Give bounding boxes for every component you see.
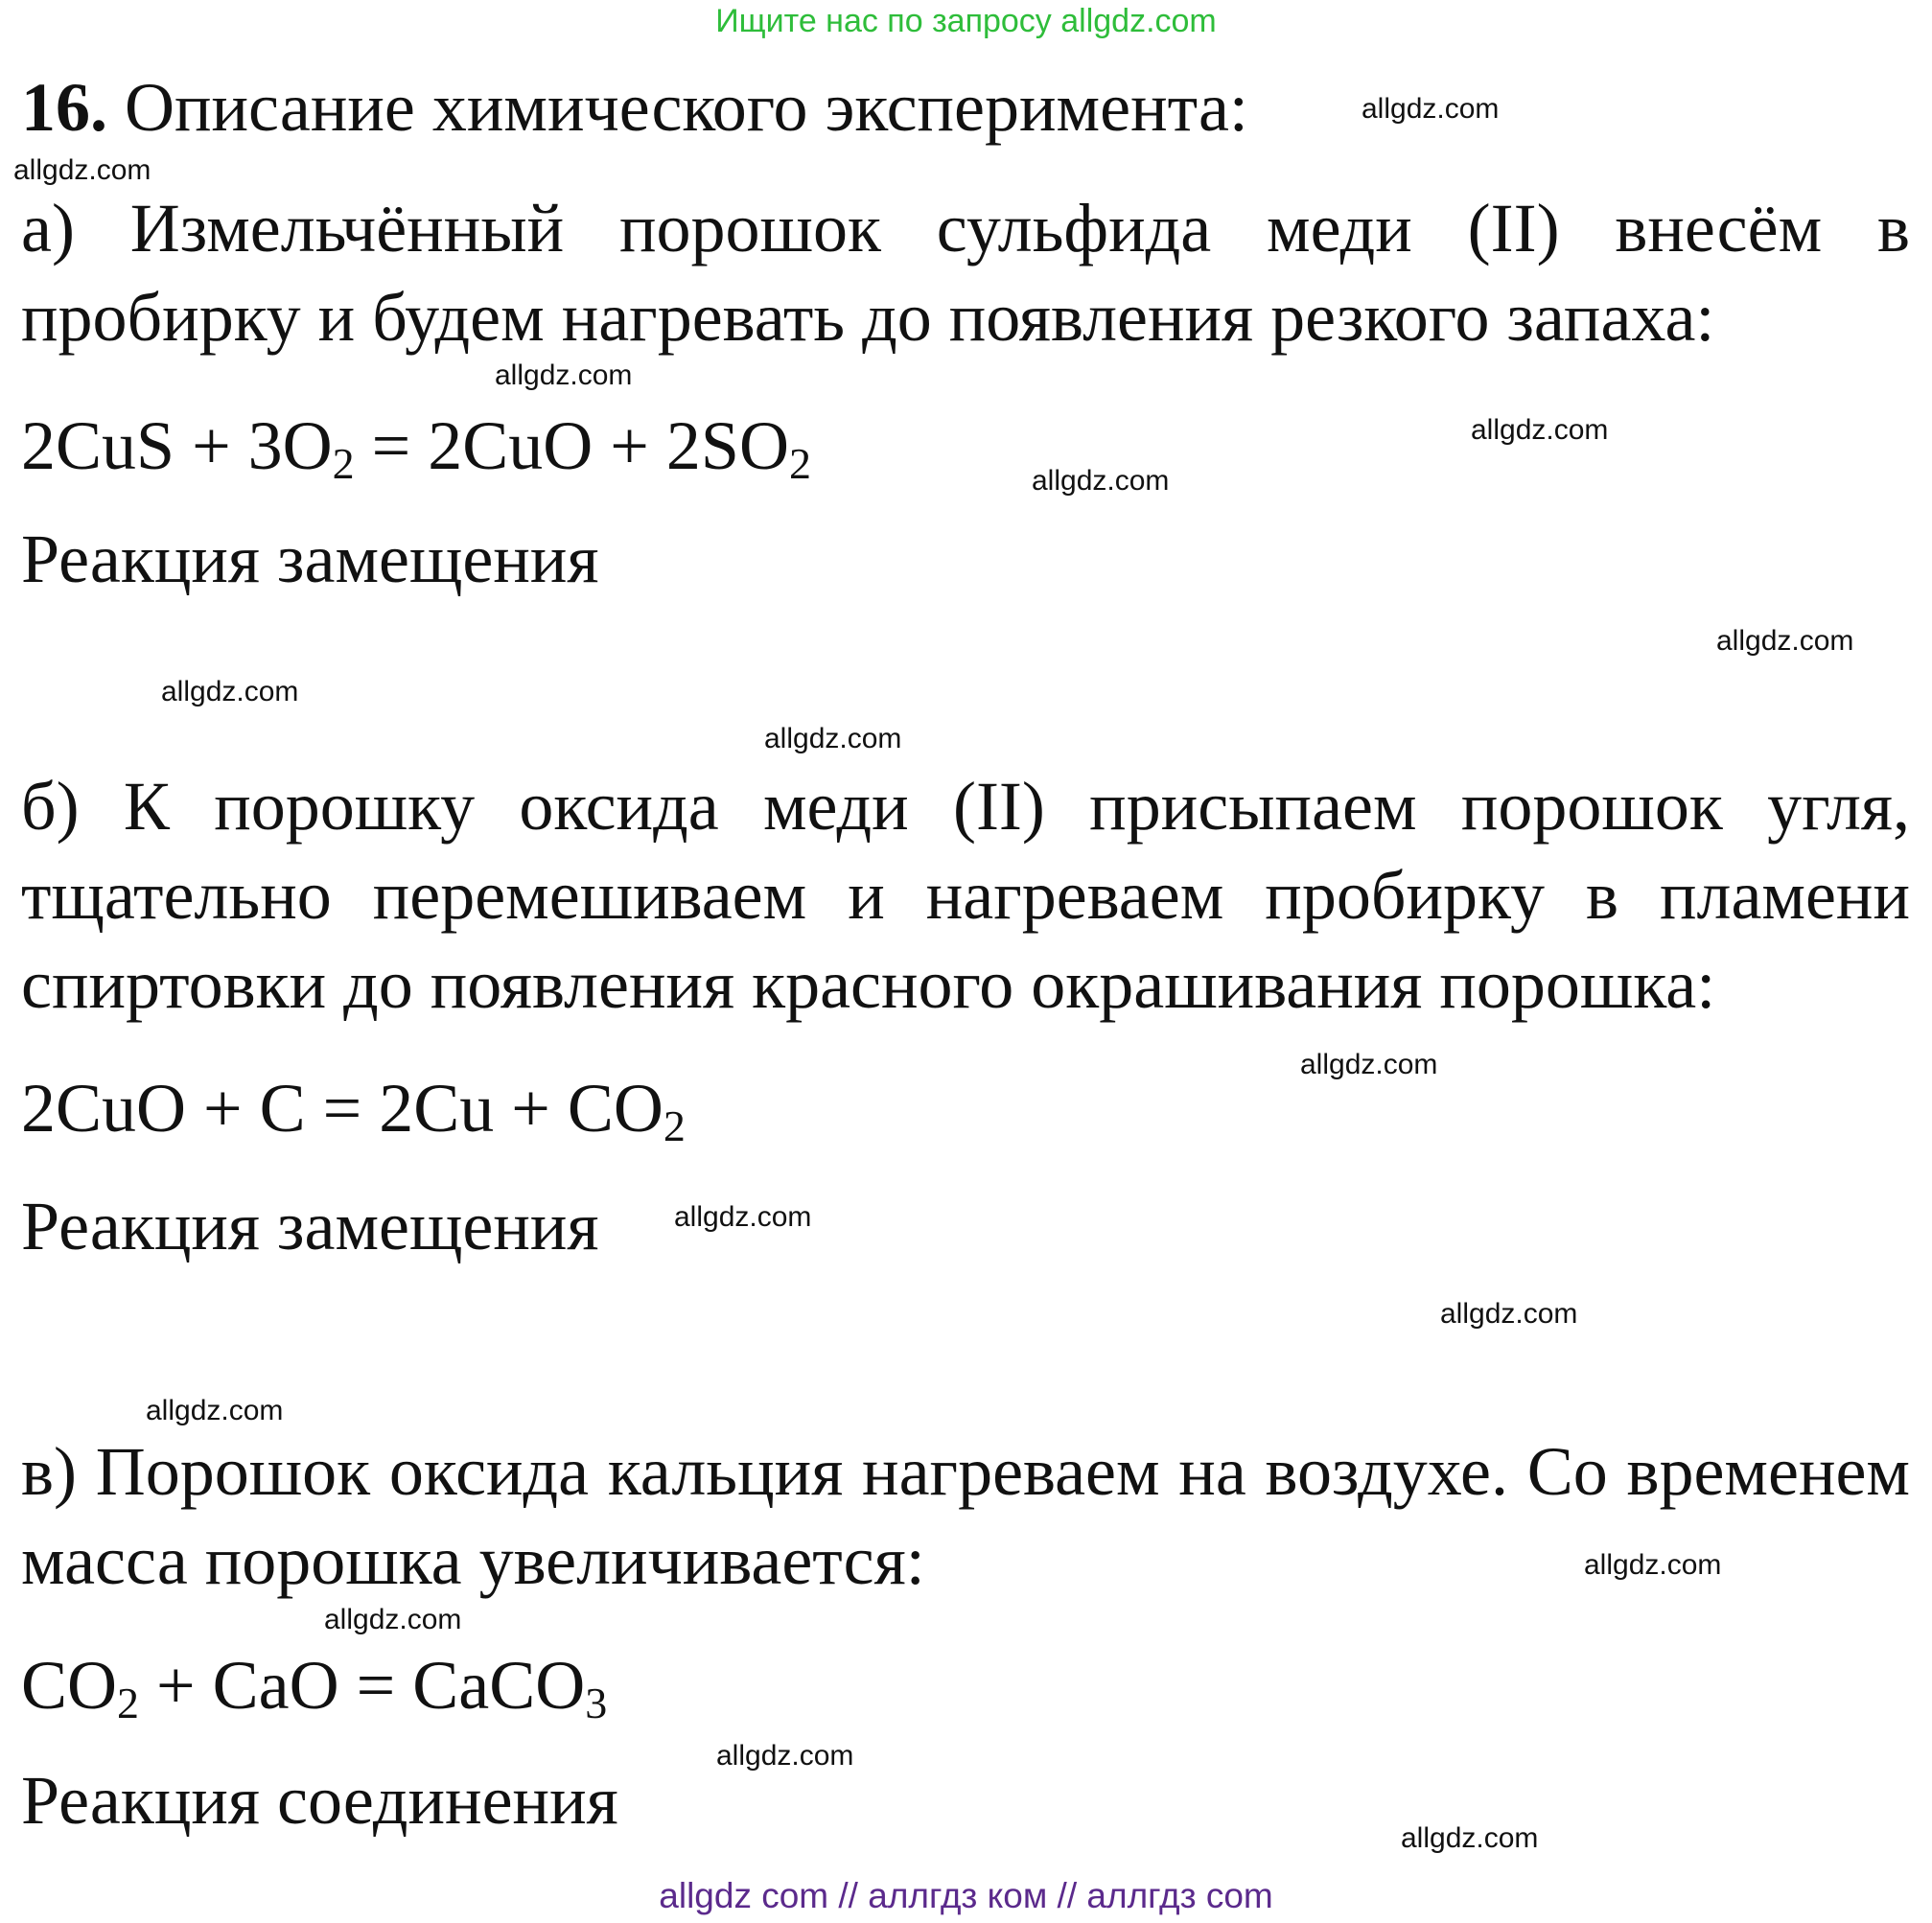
watermark: allgdz.com [674, 1201, 812, 1233]
watermark: allgdz.com [1471, 414, 1609, 446]
watermark: allgdz.com [495, 359, 633, 391]
part-b-text: б) К порошку оксида меди (II) присыпаем порошок угля, тщательно перемешиваем и нагреваем пробирку в пламени спиртовки до появления красного окрашивания порошка: [21, 768, 1910, 1023]
watermark: allgdz.com [146, 1395, 284, 1426]
part-c-equation: $CO_2$ + CaO = CaCO$_3$ [21, 1647, 608, 1727]
watermark: allgdz.com [1401, 1822, 1539, 1854]
watermark: allgdz.com [1716, 625, 1854, 657]
part-a-reaction-type: Реакция замещения [21, 521, 599, 597]
task-title: Описание химического эксперимента: [125, 69, 1248, 146]
part-b-equation: $2CuO + C = 2Cu + CO_2$ [21, 1070, 686, 1150]
task-number: 16. [21, 69, 107, 146]
watermark: allgdz.com [1440, 1298, 1578, 1330]
watermark: allgdz.com [1032, 465, 1170, 497]
part-a-text: а) Измельчённый порошок сульфида меди (II) внесём в пробирку и будем нагревать до появления резкого запаха: [21, 190, 1910, 356]
watermark: allgdz.com [716, 1740, 854, 1772]
bottom-footer: allgdz com // аллгдз ком // аллгдз com [659, 1876, 1273, 1915]
top-banner: Ищите нас по запросу allgdz.com [715, 3, 1217, 39]
part-a-equation: $2CuS + 3O_2 = 2CuO + 2SO_2$ [21, 407, 811, 488]
watermark: allgdz.com [764, 723, 902, 754]
task-heading [21, 69, 1248, 146]
part-c-reaction-type: Реакция соединения [21, 1762, 618, 1839]
part-c-text: в) Порошок оксида кальция нагреваем на воздухе. Со временем масса порошка увеличивается: [21, 1433, 1910, 1599]
watermark: allgdz.com [13, 154, 151, 186]
watermark: allgdz.com [1300, 1049, 1438, 1080]
watermark: allgdz.com [161, 676, 299, 707]
watermark: allgdz.com [1362, 93, 1500, 125]
part-b-reaction-type: Реакция замещения [21, 1188, 599, 1264]
watermark: allgdz.com [324, 1604, 462, 1635]
watermark: allgdz.com [1584, 1549, 1722, 1581]
